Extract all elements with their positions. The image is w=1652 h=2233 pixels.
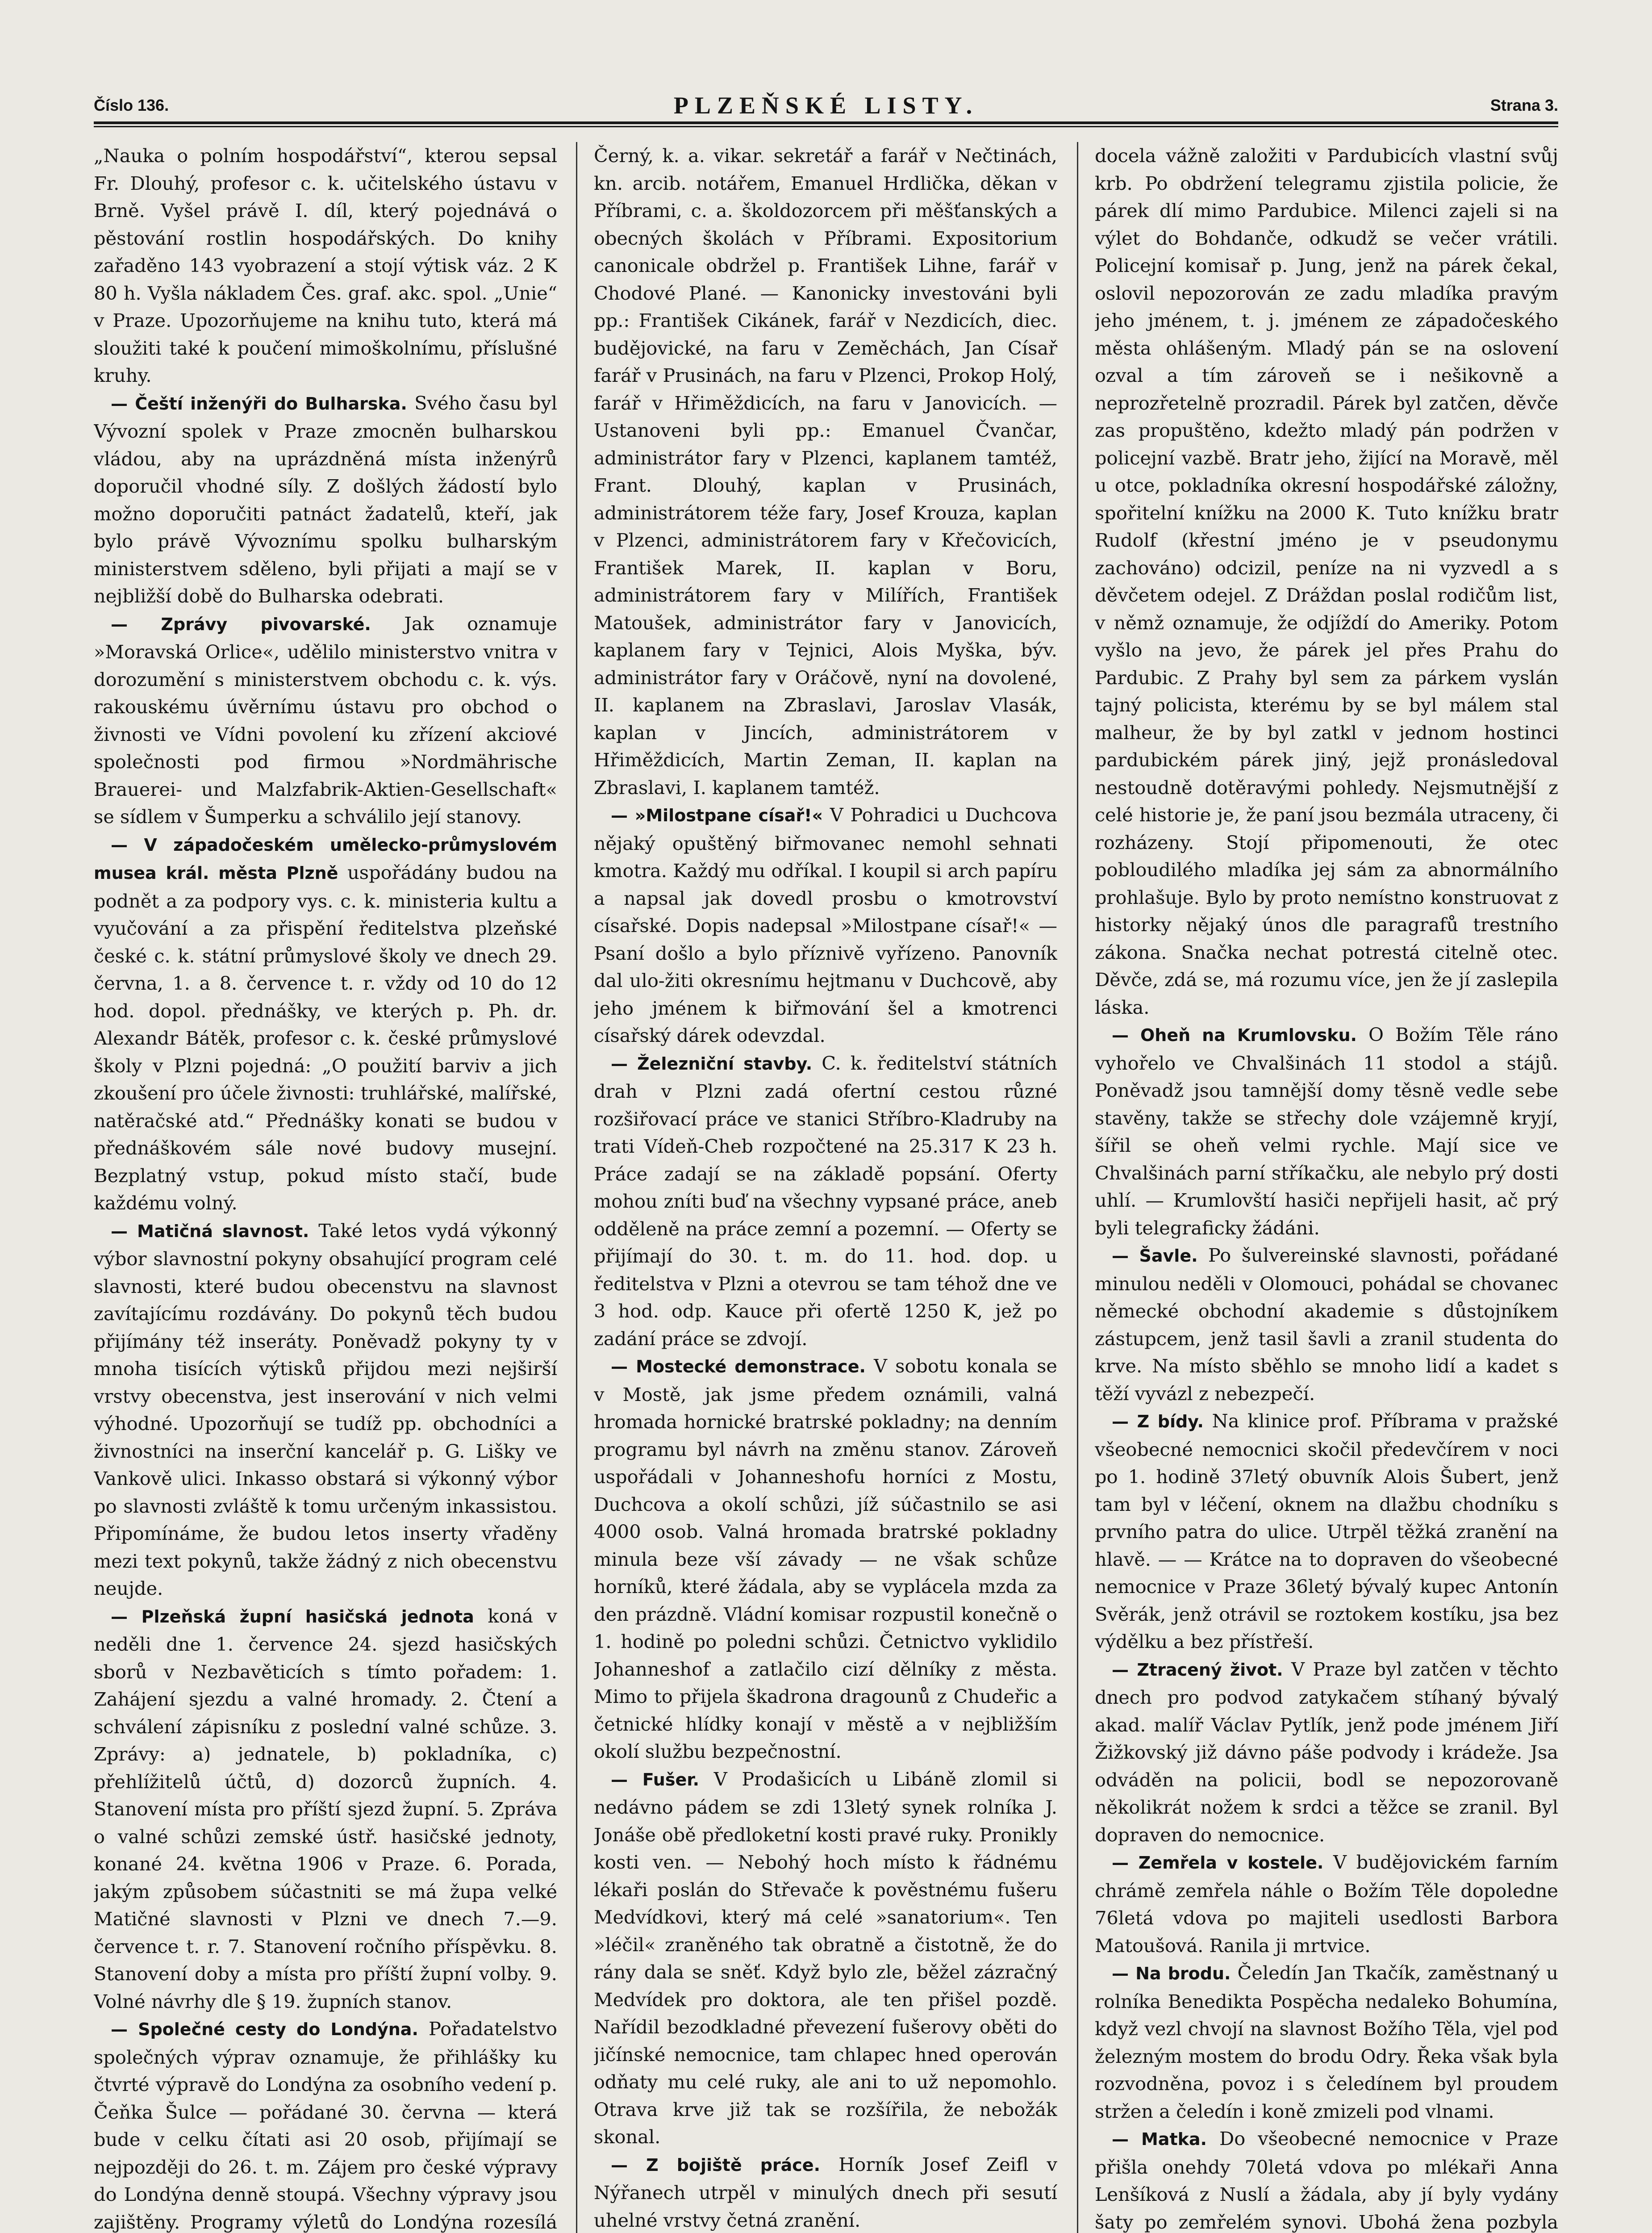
article-heading: — Čeští inženýři do Bulharska. (111, 393, 407, 414)
article-paragraph (1095, 1021, 1558, 1242)
article-paragraph (94, 1217, 557, 1602)
article-heading: — Matičná slavnost. (111, 1221, 309, 1241)
issue-number: Číslo 136. (94, 96, 169, 114)
column-divider (1077, 142, 1078, 2233)
article-paragraph (94, 831, 557, 1217)
article-heading: — »Milostpane císař!« (611, 806, 823, 825)
masthead (94, 92, 1558, 118)
article-heading: — Mostecké demonstrace. (611, 1357, 866, 1376)
article-text: „Nauka o polním hospodářství“, kterou sepsal Fr. Dlouhý, profesor c. k. učitelského ústavu v Brně. Vyšel právě I. díl, který pojednává o pěstování rostlin hospodářských. Do knihy zařaděno 143 vyobrazení a stojí výtisk váz. 2 K 80 h. Vyšla nákladem Čes. graf. akc. spol. „Unie“ v Praze. Upozorňujeme na knihu tuto, která má sloužiti také k poučení mimoškolnímu, příslušné kruhy. (94, 145, 557, 386)
article-paragraph (94, 1602, 557, 2016)
article-paragraph (594, 1765, 1057, 2151)
article-text: Černý, k. a. vikar. sekretář a farář v Nečtinách, kn. arcib. notářem, Emanuel Hrdlička, děkan v Příbrami, c. a. školdozorcem při měšťanských a obecných školách v Příbrami. Expositorium canonicale obdržel p. František Lihne, farář v Chodové Plané. — Kanonicky investováni byli pp.: František Cikánek, farář v Nezdicích, diec. budějovické, na faru v Zeměchách, Jan Císař farář v Prusinách, na faru v Plzenci, Prokop Holý, farář v Hřiměždicích, na faru v Janovicích. — Ustanoveni byli pp.: Emanuel Čvančar, administrátor fary v Plzenci, kaplanem tamtéž, Frant. Dlouhý, kaplan v Prusinách, administrátorem téže fary, Josef Krouza, kaplan v Plzenci, administrátorem fary v Křečovicích, František Marek, II. kaplan v Boru, administrátorem fary v Milířích, František Matoušek, administrátor fary v Janovicích, kaplanem fary v Tejnici, Alois Myška, býv. administrátor fary v Oráčově, nyní na dovolené, II. kaplanem na Zbraslavi, Jaroslav Vlasák, kaplan v Jincích, administrátorem v Hřiměždicích, Martin Zeman, II. kaplan na Zbraslavi, I. kaplanem tamtéž. (594, 145, 1057, 799)
article-paragraph (94, 2015, 557, 2233)
article-paragraph (594, 142, 1057, 801)
article-heading: — Z bídy. (1112, 1412, 1204, 1431)
article-text: Svého času byl Vývozní spolek v Praze zmocněn bulharskou vládou, aby na uprázdněná místa inženýrů doporučil vhodné síly. Z došlých žádostí bylo možno doporučiti patnáct žadatelů, kteří, jak bylo právě Vývoznímu spolku bulharským ministerstvem sděleno, byli přijati a mají se v nejbližší době do Bulharska odebrati. (94, 392, 557, 607)
article-text: Horník Josef Zeifl v Nýřanech utrpěl v minulých dnech při sesutí uhelné vrstvy četná zranění. (594, 2153, 1057, 2231)
column-2 (594, 142, 1057, 2233)
article-heading: — Zemřela v kostele. (1112, 1853, 1324, 1873)
article-paragraph (1095, 1656, 1558, 1849)
article-paragraph (594, 801, 1057, 1050)
article-heading: — Plzeňská župní hasičská jednota (111, 1606, 474, 1627)
column-3 (1095, 142, 1558, 2233)
article-text: Čeledín Jan Tkačík, zaměstnaný u rolníka Benedikta Pospěcha nedaleko Bohumína, když vezl chvojí na slavnost Božího Těla, vjel pod železným mostem do brodu Odry. Řeka však byla rozvodněna, povoz i s čeledínem byl proudem stržen a čeledín i koně zmizeli pod vlnami. (1095, 1962, 1558, 2122)
article-paragraph (1095, 1848, 1558, 1959)
article-text: O Božím Těle ráno vyhořelo ve Chvalšinách 11 stodol a stájů. Poněvadž jsou tamnější domy těsně vedle sebe stavěny, takže se střechy dole vzájemně kryjí, šířil se oheň velmi rychle. Mají sice ve Chvalšinách parní stříkačku, ale nebylo prý dosti uhlí. — Krumlovští hasiči nepřijeli hasit, ač prý byli telegraficky žádáni. (1095, 1024, 1558, 1239)
article-text: Do všeobecné nemocnice v Praze přišla onehdy 70letá vdova po mlékaři Anna Lenšíková z Nuslí a žádala, aby jí byly vydány šaty po zemřelém synovi. Ubohá žena pozbyla (1095, 2128, 1558, 2233)
article-heading: — Z bojiště práce. (611, 2155, 821, 2175)
newspaper-title: PLZEŇSKÉ LISTY. (673, 92, 979, 119)
article-heading: — Ztracený život. (1112, 1660, 1283, 1680)
article-heading: — V západočeském umělecko-průmyslovém musea král. města Plzně (94, 835, 557, 883)
article-text: V Praze byl zatčen v těchto dnech pro podvod zatykačem stíhaný bývalý akad. malíř Václav Pytlík, jenž pode jménem Jiří Žižkovský již dávno páše podvody i krádeže. Jsa odváděn na policii, bodl se nepozorovaně několikrát nožem k srdci a těžce se zranil. Byl dopraven do nemocnice. (1095, 1658, 1558, 1846)
article-paragraph (594, 2151, 1057, 2233)
article-heading: — Železniční stavby. (611, 1054, 813, 1074)
article-paragraph (1095, 1407, 1558, 1656)
article-text: Po šulvereinské slavnosti, pořádané minulou neděli v Olomouci, pohádal se chovanec německé obchodní akademie s důstojníkem zástupcem, jenž tasil šavli a zranil studenta do krve. Na místo sběhlo se mnoho lidí a kadet s těží vyvázl z nebezpečí. (1095, 1244, 1558, 1405)
article-paragraph (1095, 1959, 1558, 2125)
column-divider (576, 142, 577, 2233)
article-text: uspořádány budou na podnět a za podpory vys. c. k. ministeria kultu a vyučování a za přispění ředitelstva plzeňské české c. k. státní průmyslové školy ve dnech 29. června, 1. a 8. července t. r. vždy od 10 do 12 hod. dopol. přednášky, ve kterých p. Ph. dr. Alexandr Bátěk, profesor c. k. české průmyslové školy v Plzni pojedná: „O použití barviv a jich zkoušení pro účele živnosti: truhlářské, malířské, natěračské atd.“ Přednášky konati se budou v přednáškovém sále nové budovy musejní. Bezplatný vstup, pokud místo stačí, bude každému volný. (94, 861, 557, 1214)
article-text: Také letos vydá výkonný výbor slavnostní pokyny obsahující program celé slavnosti, které budou obecenstvu na slavnost zavítajícímu rozdávány. Do pokynů těch budou přijímány též inseráty. Poněvadž pokyny ty v mnoha tisících výtisků přijdou mezi nejširší vrstvy obecenstva, jest inserování v nich velmi výhodné. Upozorňují se tudíž pp. obchodníci a živnostníci na inserční kancelář p. G. Lišky ve Vankově ulici. Inkasso obstará si výkonný výbor po slavnosti zvláště k tomu určeným inkassistou. Připomínáme, že budou letos inserty vřaděny mezi text pokynů, takže žádný z nich obecenstvu neujde. (94, 1219, 557, 1599)
page-number: Strana 3. (1490, 96, 1558, 114)
article-text: koná v neděli dne 1. července 24. sjezd hasičských sborů v Nezbavěticích s tímto pořadem: 1. Zahájení sjezdu a valné hromady. 2. Čtení a schválení zápisníku z poslední valné schůze. 3. Zprávy: a) jednatele, b) pokladníka, c) přehlížitelů účtů, d) dozorců župních. 4. Stanovení místa pro příští sjezd župní. 5. Zpráva o valné schůzi zemské ústř. hasičské jednoty, konané 24. května 1906 v Praze. 6. Porada, jakým způsobem súčastniti se má župa velké Matičné slavnosti v Plzni ve dnech 7.—9. července t. r. 7. Stanovení ročního příspěvku. 8. Stanovení doby a místa pro příští župní volby. 9. Volné návrhy dle § 19. župních stanov. (94, 1605, 557, 2012)
article-paragraph (1095, 2125, 1558, 2233)
article-paragraph (1095, 142, 1558, 1021)
article-paragraph (94, 142, 557, 389)
column-1 (94, 142, 557, 2233)
article-text: V Prodašicích u Libáně zlomil si nedávno pádem se zdi 13letý synek rolníka J. Jonáše obě předloketní kosti pravé ruky. Pronikly kosti ven. — Nebohý hoch místo k řádnému lékaři poslán do Střevače k pověstnému fušeru Medvídkovi, který má celé »sanatorium«. Ten »léčil« zraněného tak obratně a čistotně, že do rány dala se sněť. Když bylo zle, běžel zázračný Medvídek pro doktora, ale ten přišel pozdě. Nařídil bezodkladné převezení fušerovy oběti do jičínské nemocnice, tam chlapec hned operován odňaty mu celé ruky, ale ani to už nepomohlo. Otrava krve již tak se rozšířila, že nebožák skonal. (594, 1768, 1057, 2148)
article-heading: — Šavle. (1112, 1246, 1198, 1266)
article-text: Jak oznamuje »Moravská Orlice«, udělilo ministerstvo vnitra v dorozumění s ministerstvem obchodu c. k. výs. rakouskému úvěrnímu ústavu pro obchod o živnosti ve Vídni povolení ku zřízení akciové společnosti pod firmou »Nordmährische Brauerei- und Malzfabrik-Aktien-Gesellschaft« se sídlem v Šumperku a schválilo její stanovy. (94, 612, 557, 828)
article-text: docela vážně založiti v Pardubicích vlastní svůj krb. Po obdržení telegramu zjistila policie, že párek dlí mimo Pardubice. Milenci zajeli si na výlet do Bohdanče, odkudž se večer vrátili. Policejní komisař p. Jung, jenž na párek čekal, oslovil nepozorován ze zadu mladíka pravým jeho jménem, t. j. jménem ze západočeského města ohlášeným. Mladý pán se na oslovení ozval a tím zároveň se i nešikovně a neprozřetelně prozradil. Párek byl zatčen, děvče zas propuštěno, kdežto mladý pán podržen v policejní vazbě. Bratr jeho, žijící na Moravě, měl u otce, pokladníka okresní hospodářské záložny, spořitelní knížku na 2000 K. Tuto knížku bratr Rudolf (křestní jméno je v pseudonymu zachováno) odcizil, peníze na ni vyzvedl a s děvčetem odejel. Z Dráždan poslal rodičům list, v němž oznamuje, že odjíždí do Ameriky. Potom vyšlo na jevo, že párek jel přes Prahu do Pardubic. Z Prahy byl sem za párkem vyslán tajný policista, kterému by se byl málem stal malheur, že by byl zatkl v jednom hostinci pardubickém párek jiný, jejž pronásledoval nestoudně dotěravými pohledy. Nejsmutnější z celé historie je, že paní jsou bezmála utraceny, či rozházeny. Stojí připomenouti, že otec pobloudilého mladíka jej sám za abnormálního prohlašuje. Bylo by proto nemístno konstruovat z historky nějaký únos dle paragrafů trestního zákona. Snačka nechat potrestá citelně otec. Děvče, zdá se, má rozumu více, jen že jí zaslepila láska. (1095, 145, 1558, 1018)
article-paragraph (594, 1050, 1057, 1353)
article-text: V sobotu konala se v Mostě, jak jsme předem oznámili, valná hromada hornické bratrské pokladny; na denním programu byl návrh na změnu stanov. Zároveň uspořádali v Johanneshofu horníci z Mostu, Duchcova a okolí schůzi, jíž súčastnilo se asi 4000 osob. Valná hromada bratrské pokladny minula beze vší závady — ne však schůze horníků, které žádala, aby se vyplácela mzda za den prázdně. Vládní komisar rozpustil konečně o 1. hodině po poledni schůzi. Četnictvo vyklidilo Johanneshof a zatlačilo cizí dělníky z města. Mimo to přijela škadrona dragounů z Chudeřic a četnické hlídky konají v městě a v nejbližším okolí službu bezpečnostní. (594, 1355, 1057, 1762)
article-text: V Pohradici u Duchcova nějaký opuštěný biřmovanec nemohl sehnati kmotra. Každý mu odříkal. I koupil si arch papíru a napsal jak dovedl prosbu o kmotrovství císařské. Dopis nadepsal »Milostpane císař!« — Psaní došlo a bylo příznivě vyřízeno. Panovník dal ulo-žiti okresnímu hejtmanu v Duchcově, aby jeho jménem k biřmování šel a kmotrenci císařský dárek odevzdal. (594, 804, 1057, 1046)
article-paragraph (594, 1352, 1057, 1765)
article-heading: — Matka. (1112, 2129, 1207, 2149)
article-text: Na klinice prof. Příbrama v pražské všeobecné nemocnici skočil předevčírem v noci po 1. hodině 37letý obuvník Alois Šubert, jenž tam byl v léčení, oknem na dlažbu chodníku s prvního patra do ulice. Utrpěl těžká zranění na hlavě. — — Krátce na to dopraven do všeobecné nemocnice v Praze 36letý bývalý kupec Antonín Svěrák, jenž otrávil se roztokem kostíku, jsa bez výdělku a bez přístřeší. (1095, 1410, 1558, 1652)
article-heading: — Zprávy pivovarské. (111, 614, 371, 634)
article-text: C. k. ředitelství státních drah v Plzni zadá ofertní cestou různé rozšiřovací práce ve stanici Stříbro-Kladruby na trati Vídeň-Cheb rozpočtené na 25.317 K 23 h. Práce zadají se na základě popsání. Oferty mohou zníti buď na všechny vypsané práce, aneb odděleně na práce zemní a pozemní. — Oferty se přijímají do 30. t. m. do 11. hod. dop. u ředitelstva v Plzni a otevrou se tam téhož dne ve 3 hod. odp. Kauce při ofertě 1250 K, jež po zadání práce se zdvojí. (594, 1052, 1057, 1350)
article-heading: — Na brodu. (1112, 1964, 1231, 1983)
article-text: Pořadatelstvo společných výprav oznamuje, že přihlášky ku čtvrté výpravě do Londýna za osobního vedení p. Čeňka Šulce — pořádané 30. června — která bude v celku čítati asi 20 osob, přijímají se nejpozději do 26. t. m. Zájem pro české výpravy do Londýna denně stoupá. Všechny výpravy jsou zajištěny. Programy výletů do Londýna rozesílá (94, 2018, 557, 2233)
article-paragraph (94, 610, 557, 831)
article-text: V budějovickém farním chrámě zemřela náhle o Božím Těle dopoledne 76letá vdova po majiteli usedlosti Barbora Matoušová. Ranila ji mrtvice. (1095, 1851, 1558, 1957)
article-heading: — Fušer. (611, 1769, 699, 1790)
article-paragraph (1095, 1242, 1558, 1407)
article-paragraph (94, 389, 557, 610)
article-heading: — Společné cesty do Londýna. (111, 2020, 418, 2039)
masthead-rule (94, 121, 1558, 127)
article-heading: — Oheň na Krumlovsku. (1112, 1025, 1357, 1045)
